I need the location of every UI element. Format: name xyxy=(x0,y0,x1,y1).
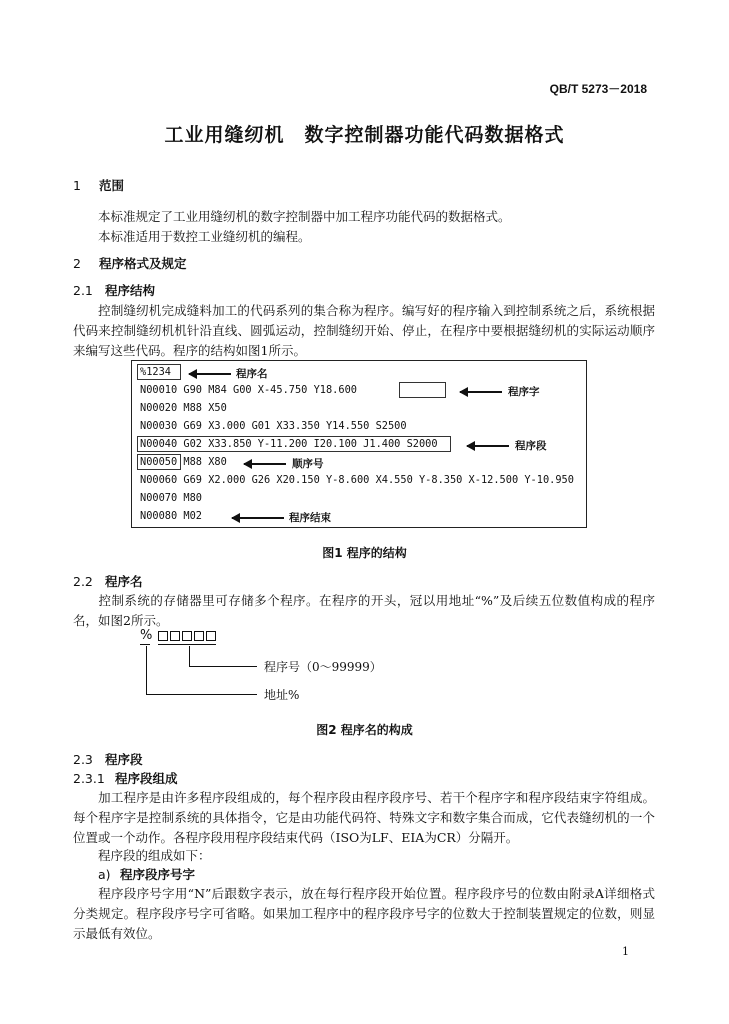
code-line-7: N00060 G69 X2.000 G26 X20.150 Y-8.600 X4.550 Y-8.350 X-12.500 Y-10.950 xyxy=(140,474,574,486)
section-1-paragraph-2: 本标准适用于数控工业缝纫机的编程。 xyxy=(98,229,311,244)
item-a-heading: a) 程序段序号字 xyxy=(98,867,196,882)
digit-box-1 xyxy=(158,631,168,641)
figure-1-program-structure xyxy=(131,360,587,528)
label-address: 地址% xyxy=(264,688,300,702)
program-segment-box xyxy=(137,436,451,452)
label-program-end: 程序结束 xyxy=(289,512,331,524)
label-program-number: 程序号（0～99999） xyxy=(264,660,382,674)
code-line-5: N00040 G02 X33.850 Y-11.200 I20.100 J1.400 S2000 xyxy=(140,438,438,450)
section-2-2-paragraph: 控制系统的存储器里可存储多个程序。在程序的开头，冠以用地址“%”及后续五位数值构成的程序名，如图2所示。 xyxy=(73,593,655,628)
code-line-8: N00070 M80 xyxy=(140,492,202,504)
arrow-program-word xyxy=(460,391,502,393)
section-2-3-1-heading: 2.3.1 程序段组成 xyxy=(73,771,178,786)
code-line-3: N00020 M88 X50 xyxy=(140,402,227,414)
item-a-paragraph: 程序段序号字用“N”后跟数字表示，放在每行程序段开始位置。程序段序号的位数由附录A详细格式分类规定。程序段序号字可省略。如果加工程序中的程序段序号字的位数大于控制装置规定的位数，则显示最低有效位。 xyxy=(73,886,655,941)
section-1-heading: 1 范围 xyxy=(73,178,125,193)
figure-1-caption: 图1 程序的结构 xyxy=(322,546,407,560)
code-line-4: N00030 G69 X3.000 G01 X33.350 Y14.550 S2500 xyxy=(140,420,407,432)
digits-underline xyxy=(158,644,216,645)
program-name-box xyxy=(137,364,181,380)
code-line-2: N00010 G90 M84 G00 X-45.750 Y18.600 xyxy=(140,384,357,396)
label-program-word: 程序字 xyxy=(508,386,540,398)
address-leader-vertical xyxy=(146,646,147,694)
address-leader-horizontal xyxy=(146,694,257,695)
section-2-3-1-paragraph-2: 程序段的组成如下： xyxy=(98,848,211,863)
sequence-number-box xyxy=(137,454,181,470)
standard-number: QB/T 5273－2018 xyxy=(549,82,647,96)
section-2-1-heading: 2.1 程序结构 xyxy=(73,283,156,298)
code-line-1: %1234 xyxy=(140,366,171,378)
section-2-2-heading: 2.2 程序名 xyxy=(73,574,143,589)
section-1-paragraph-1: 本标准规定了工业用缝纫机的数字控制器中加工程序功能代码的数据格式。 xyxy=(98,209,511,224)
code-line-9: N00080 M02 xyxy=(140,510,202,522)
digit-box-4 xyxy=(194,631,204,641)
label-program-name: 程序名 xyxy=(236,368,268,380)
figure-2-program-name-structure xyxy=(140,628,440,708)
section-2-1-paragraph: 控制缝纫机完成缝料加工的代码系列的集合称为程序。编写好的程序输入到控制系统之后，系统根据代码来控制缝纫机机针沿直线、圆弧运动，控制缝纫开始、停止，在程序中要根据缝纫机的实际运动顺序来编写这些代码。程序的结构如图1所示。 xyxy=(73,303,655,358)
page-number: 1 xyxy=(622,945,629,958)
label-program-segment: 程序段 xyxy=(515,440,547,452)
section-2-3-1-paragraph-1: 加工程序是由许多程序段组成的，每个程序段由程序段序号、若干个程序字和程序段结束字符组成。每个程序字是控制系统的具体指令，它是由功能代码符、特殊文字和数字集合而成，它代表缝纫机的一个位置或一个动作。各程序段用程序段结束代码（ISO为LF、EIA为CR）分隔开。 xyxy=(73,790,655,845)
address-underline xyxy=(140,644,150,645)
digit-box-3 xyxy=(182,631,192,641)
section-2-3-heading: 2.3 程序段 xyxy=(73,752,143,767)
digit-box-2 xyxy=(170,631,180,641)
number-leader-vertical xyxy=(189,646,190,666)
digit-box-5 xyxy=(206,631,216,641)
figure-2-caption: 图2 程序名的构成 xyxy=(316,723,413,737)
arrow-program-name xyxy=(189,373,231,375)
number-leader-horizontal xyxy=(189,666,257,667)
document-title: 工业用缝纫机 数字控制器功能代码数据格式 xyxy=(164,124,565,146)
arrow-program-end xyxy=(232,517,284,519)
program-word-box xyxy=(399,382,446,398)
arrow-program-segment xyxy=(467,445,509,447)
arrow-sequence-number xyxy=(244,463,286,465)
code-line-6: N00050 M88 X80 xyxy=(140,456,227,468)
section-2-heading: 2 程序格式及规定 xyxy=(73,256,187,271)
address-symbol: % xyxy=(140,628,153,643)
label-sequence-number: 顺序号 xyxy=(292,458,324,470)
